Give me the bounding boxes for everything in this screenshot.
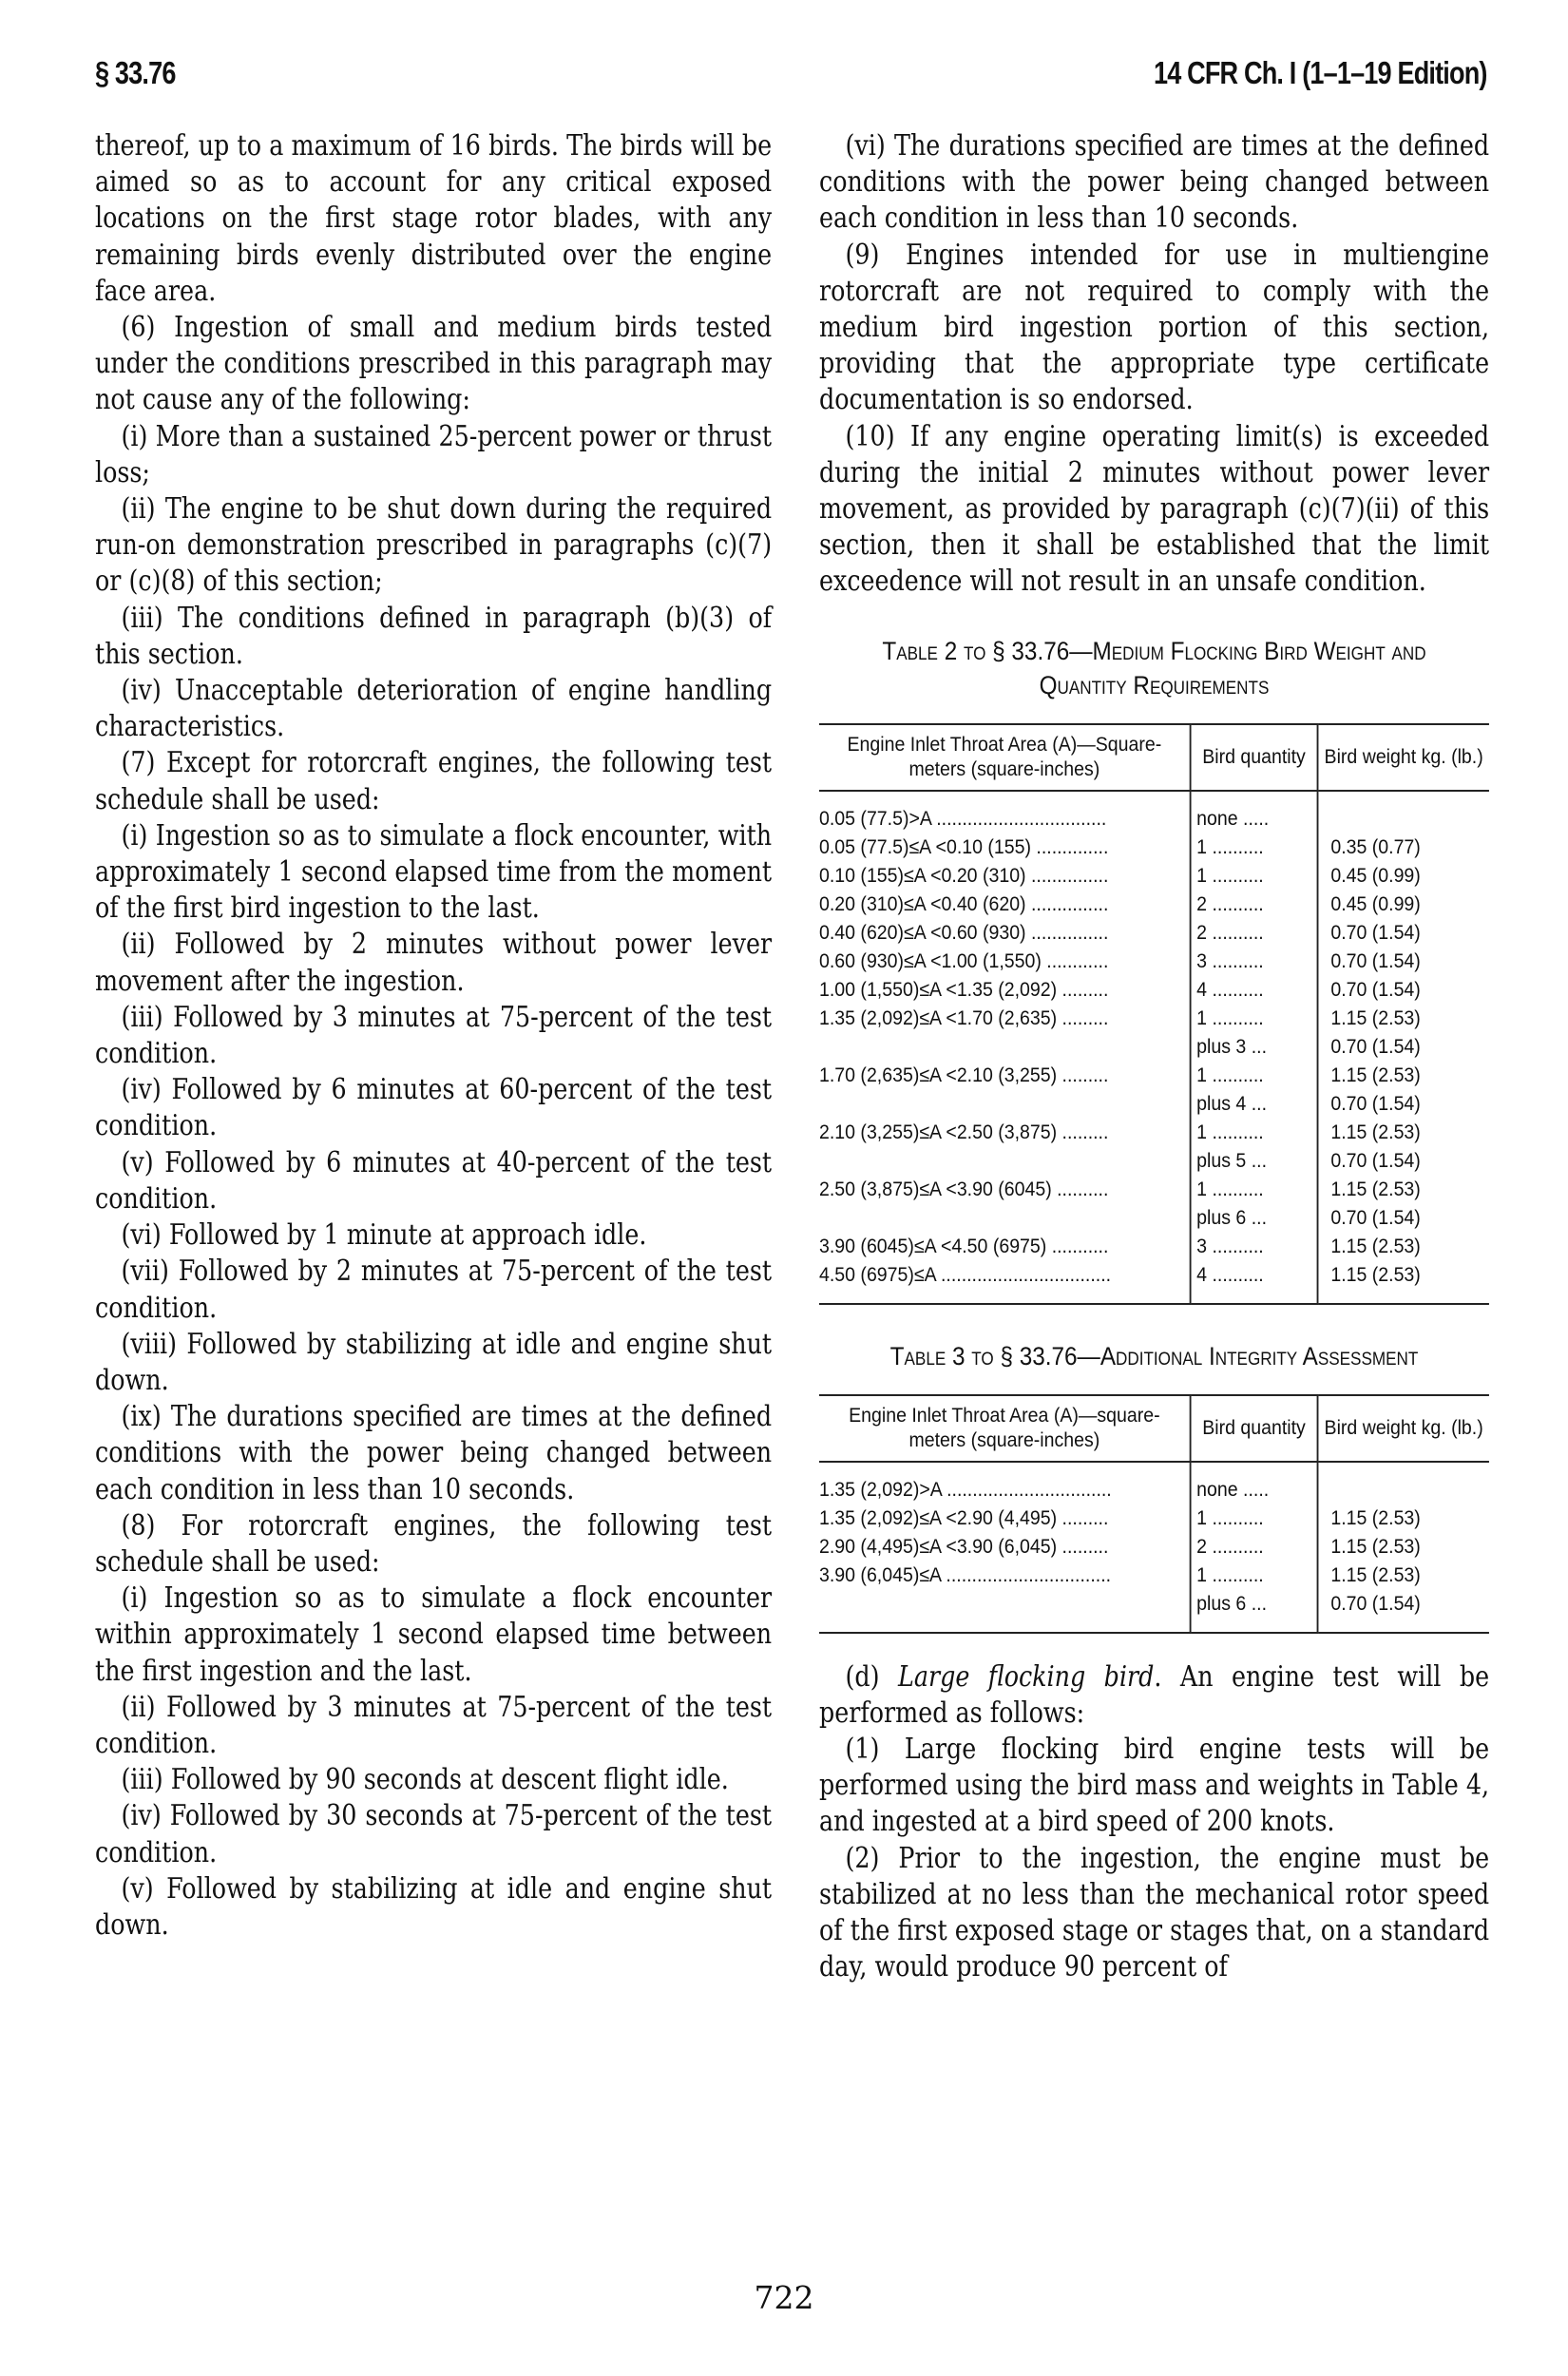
quantity-cell: plus 6 ... [1191, 1590, 1318, 1633]
paragraph: (vii) Followed by 2 minutes at 75-percent of the test condition. [95, 1255, 773, 1324]
weight-cell: 0.70 (1.54) [1317, 1147, 1489, 1176]
table-2-medium-flocking-bird [819, 723, 1489, 1305]
table-row [819, 1062, 1489, 1090]
table-row [819, 1233, 1489, 1261]
area-cell [819, 1204, 1191, 1233]
table-row [819, 891, 1489, 919]
paragraph-c10: (10) If any engine operating limit(s) is exceeded during the initial 2 minutes without power lever movement, as provided by paragraph (c)(7)(ii) of this section, then it shall be established that the limit exceedence will not result in an unsafe condition. [819, 419, 1490, 598]
table-row [819, 1462, 1489, 1504]
weight-cell: 1.15 (2.53) [1317, 1233, 1489, 1261]
column-header-area: Engine Inlet Throat Area (A)—Square-meters (square-inches) [819, 724, 1191, 791]
weight-cell: 0.70 (1.54) [1317, 1033, 1489, 1062]
paragraph: (7) Except for rotorcraft engines, the following test schedule shall be used: [95, 746, 773, 815]
paragraph: (viii) Followed by stabilizing at idle and engine shut down. [95, 1327, 773, 1396]
weight-cell: 0.70 (1.54) [1317, 948, 1489, 976]
table-row [819, 862, 1489, 891]
paragraph: (iii) The conditions defined in paragraph (b)(3) of this section. [95, 601, 773, 670]
area-cell: 4.50 (6975)≤A ................................. [819, 1261, 1191, 1304]
weight-cell [1317, 1462, 1489, 1504]
section-number: § 33.76 [95, 55, 176, 90]
paragraph: thereof, up to a maximum of 16 birds. The birds will be aimed so as to account for any critical exposed locations on the first stage rotor blades, with any remaining birds evenly distributed over the engine face area. [95, 129, 773, 307]
left-column-paragraphs [95, 127, 772, 1943]
table-row [819, 1033, 1489, 1062]
weight-cell: 1.15 (2.53) [1317, 1062, 1489, 1090]
weight-cell: 1.15 (2.53) [1317, 1504, 1489, 1533]
table-row [819, 976, 1489, 1005]
paragraph-d-heading: Large flocking bird [897, 1659, 1155, 1693]
table-3-title: Table 3 to § 33.76—Additional Integrity Assessment [889, 1341, 1419, 1370]
area-cell: 0.60 (930)≤A <1.00 (1,550) ............ [819, 949, 1109, 972]
right-top-paragraphs [819, 127, 1489, 600]
area-cell: 3.90 (6,045)≤A ................................ [819, 1563, 1112, 1586]
weight-cell: 1.15 (2.53) [1317, 1005, 1489, 1033]
paragraph-d1: (1) Large flocking bird engine tests will be performed using the bird mass and weights in Table 4, and ingested at a bird speed of 200 knots. [819, 1733, 1490, 1838]
paragraph: (iv) Followed by 6 minutes at 60-percent of the test condition. [95, 1073, 773, 1142]
paragraph: (iv) Followed by 30 seconds at 75-percent of the test condition. [95, 1799, 773, 1868]
quantity-cell: plus 5 ... [1191, 1147, 1318, 1176]
weight-cell: 1.15 (2.53) [1317, 1261, 1489, 1304]
paragraph-d2: (2) Prior to the ingestion, the engine must be stabilized at no less than the mechanical rotor speed of the first exposed stage or stages that, on a standard day, would produce 90 percent of [819, 1841, 1490, 1983]
table-row [819, 1533, 1489, 1562]
table-row [819, 1005, 1489, 1033]
weight-cell: 1.15 (2.53) [1317, 1119, 1489, 1147]
area-cell: 1.35 (2,092)≤A <1.70 (2,635) ......... [819, 1006, 1109, 1029]
quantity-cell: 4 .......... [1191, 976, 1318, 1005]
quantity-cell: 1 .......... [1191, 1119, 1318, 1147]
column-header-quantity: Bird quantity [1191, 1395, 1318, 1462]
paragraph: (vi) Followed by 1 minute at approach idle. [121, 1218, 647, 1252]
paragraph-c7-vi: (vi) The durations specified are times at the defined conditions with the power being changed between each condition in less than 10 seconds. [819, 129, 1490, 235]
table-row [819, 1176, 1489, 1204]
table-2-title: Table 2 to § 33.76—Medium Flocking Bird Weight and Quantity Requirements [882, 636, 1426, 699]
weight-cell: 0.45 (0.99) [1317, 891, 1489, 919]
area-cell: 0.10 (155)≤A <0.20 (310) ............... [819, 864, 1109, 887]
quantity-cell: none ..... [1191, 791, 1318, 834]
quantity-cell: 1 .......... [1191, 1062, 1318, 1090]
paragraph: (ii) Followed by 2 minutes without power lever movement after the ingestion. [95, 928, 773, 997]
edition-label: 14 CFR Ch. I (1–1–19 Edition) [1154, 55, 1487, 90]
weight-cell: 0.70 (1.54) [1317, 1590, 1489, 1633]
quantity-cell: 1 .......... [1191, 1005, 1318, 1033]
area-cell: 1.70 (2,635)≤A <2.10 (3,255) ......... [819, 1063, 1109, 1086]
quantity-cell: 3 .......... [1191, 1233, 1318, 1261]
column-header-quantity: Bird quantity [1191, 724, 1318, 791]
table-2-body [819, 791, 1489, 1304]
area-cell: 1.00 (1,550)≤A <1.35 (2,092) ......... [819, 978, 1109, 1001]
weight-cell: 0.70 (1.54) [1317, 976, 1489, 1005]
area-cell: 0.20 (310)≤A <0.40 (620) ............... [819, 892, 1109, 915]
paragraph-d [819, 1658, 1489, 1731]
table-row [819, 791, 1489, 834]
table-row [819, 834, 1489, 862]
quantity-cell: 1 .......... [1191, 862, 1318, 891]
column-header-weight: Bird weight kg. (lb.) [1317, 1395, 1489, 1462]
quantity-cell: plus 3 ... [1191, 1033, 1318, 1062]
table-row [819, 919, 1489, 948]
area-cell: 1.35 (2,092)≤A <2.90 (4,495) ......... [819, 1506, 1109, 1529]
paragraph: (i) Ingestion so as to simulate a flock encounter within approximately 1 second elapsed time between the first ingestion and the last. [95, 1581, 773, 1687]
quantity-cell: none ..... [1191, 1462, 1318, 1504]
weight-cell: 1.15 (2.53) [1317, 1562, 1489, 1590]
column-header-weight: Bird weight kg. (lb.) [1317, 724, 1489, 791]
table-row [819, 1204, 1489, 1233]
table-3-body [819, 1462, 1489, 1633]
area-cell: 0.40 (620)≤A <0.60 (930) ............... [819, 921, 1109, 944]
quantity-cell: 2 .......... [1191, 919, 1318, 948]
table-row [819, 1090, 1489, 1119]
paragraph: (v) Followed by stabilizing at idle and engine shut down. [95, 1871, 773, 1941]
weight-cell: 1.15 (2.53) [1317, 1533, 1489, 1562]
table-row [819, 1261, 1489, 1304]
quantity-cell: 1 .......... [1191, 1176, 1318, 1204]
weight-cell: 0.45 (0.99) [1317, 862, 1489, 891]
right-column [819, 127, 1489, 1984]
paragraph: (i) More than a sustained 25-percent power or thrust loss; [95, 419, 773, 489]
area-cell: 1.35 (2,092)>A ................................ [819, 1478, 1112, 1501]
page-number: 722 [754, 2279, 814, 2316]
weight-cell [1317, 791, 1489, 834]
paragraph: (iii) Followed by 3 minutes at 75-percent of the test condition. [95, 1000, 773, 1070]
area-cell [819, 1147, 1191, 1176]
table-row [819, 1590, 1489, 1633]
paragraph: (v) Followed by 6 minutes at 40-percent of the test condition. [95, 1145, 773, 1215]
paragraph: (ix) The durations specified are times at the defined conditions with the power being changed between each condition in less than 10 seconds. [95, 1400, 773, 1505]
area-cell: 3.90 (6045)≤A <4.50 (6975) ........... [819, 1235, 1109, 1257]
area-cell [819, 1090, 1191, 1119]
area-cell: 0.05 (77.5)>A ................................. [819, 807, 1107, 830]
area-cell: 2.90 (4,495)≤A <3.90 (6,045) ......... [819, 1535, 1109, 1558]
paragraph: (ii) The engine to be shut down during the required run-on demonstration prescribed in paragraphs (c)(7) or (c)(8) of this section; [95, 492, 773, 598]
table-row [819, 1504, 1489, 1533]
paragraph: (iii) Followed by 90 seconds at descent flight idle. [121, 1763, 729, 1796]
paragraph: (iv) Unacceptable deterioration of engine handling characteristics. [95, 674, 773, 743]
area-cell [819, 1033, 1191, 1062]
table-row [819, 948, 1489, 976]
quantity-cell: 1 .......... [1191, 1504, 1318, 1533]
paragraph: (6) Ingestion of small and medium birds tested under the conditions prescribed in this paragraph may not cause any of the following: [95, 311, 773, 416]
left-column [95, 127, 772, 1943]
paragraph-d-text: . An engine test will be performed as follows: [819, 1659, 1490, 1729]
area-cell: 0.05 (77.5)≤A <0.10 (155) .............. [819, 835, 1109, 858]
paragraph: (ii) Followed by 3 minutes at 75-percent of the test condition. [95, 1690, 773, 1759]
table-3-additional-integrity [819, 1394, 1489, 1634]
quantity-cell: plus 4 ... [1191, 1090, 1318, 1119]
weight-cell: 0.70 (1.54) [1317, 919, 1489, 948]
running-header [95, 55, 1487, 103]
paragraph: (i) Ingestion so as to simulate a flock encounter, with approximately 1 second elapsed time from the moment of the first bird ingestion to the last. [95, 818, 773, 925]
column-header-area: Engine Inlet Throat Area (A)—square-meters (square-inches) [819, 1395, 1191, 1462]
right-bottom-paragraphs [819, 1658, 1489, 1985]
area-cell [819, 1590, 1191, 1633]
table-row [819, 1119, 1489, 1147]
table-row [819, 1147, 1489, 1176]
area-cell: 2.10 (3,255)≤A <2.50 (3,875) ......... [819, 1121, 1109, 1143]
weight-cell: 1.15 (2.53) [1317, 1176, 1489, 1204]
quantity-cell: plus 6 ... [1191, 1204, 1318, 1233]
quantity-cell: 1 .......... [1191, 1562, 1318, 1590]
quantity-cell: 2 .......... [1191, 1533, 1318, 1562]
paragraph-d-prefix: (d) [845, 1659, 898, 1693]
weight-cell: 0.70 (1.54) [1317, 1090, 1489, 1119]
quantity-cell: 3 .......... [1191, 948, 1318, 976]
weight-cell: 0.35 (0.77) [1317, 834, 1489, 862]
weight-cell: 0.70 (1.54) [1317, 1204, 1489, 1233]
paragraph-c9: (9) Engines intended for use in multiengine rotorcraft are not required to comply with the medium bird ingestion portion of this section, providing that the appropriate type certificate documentation is so endorsed. [819, 238, 1490, 416]
area-cell: 2.50 (3,875)≤A <3.90 (6045) .......... [819, 1178, 1109, 1200]
paragraph: (8) For rotorcraft engines, the following test schedule shall be used: [95, 1508, 773, 1578]
quantity-cell: 1 .......... [1191, 834, 1318, 862]
table-row [819, 1562, 1489, 1590]
quantity-cell: 4 .......... [1191, 1261, 1318, 1304]
quantity-cell: 2 .......... [1191, 891, 1318, 919]
